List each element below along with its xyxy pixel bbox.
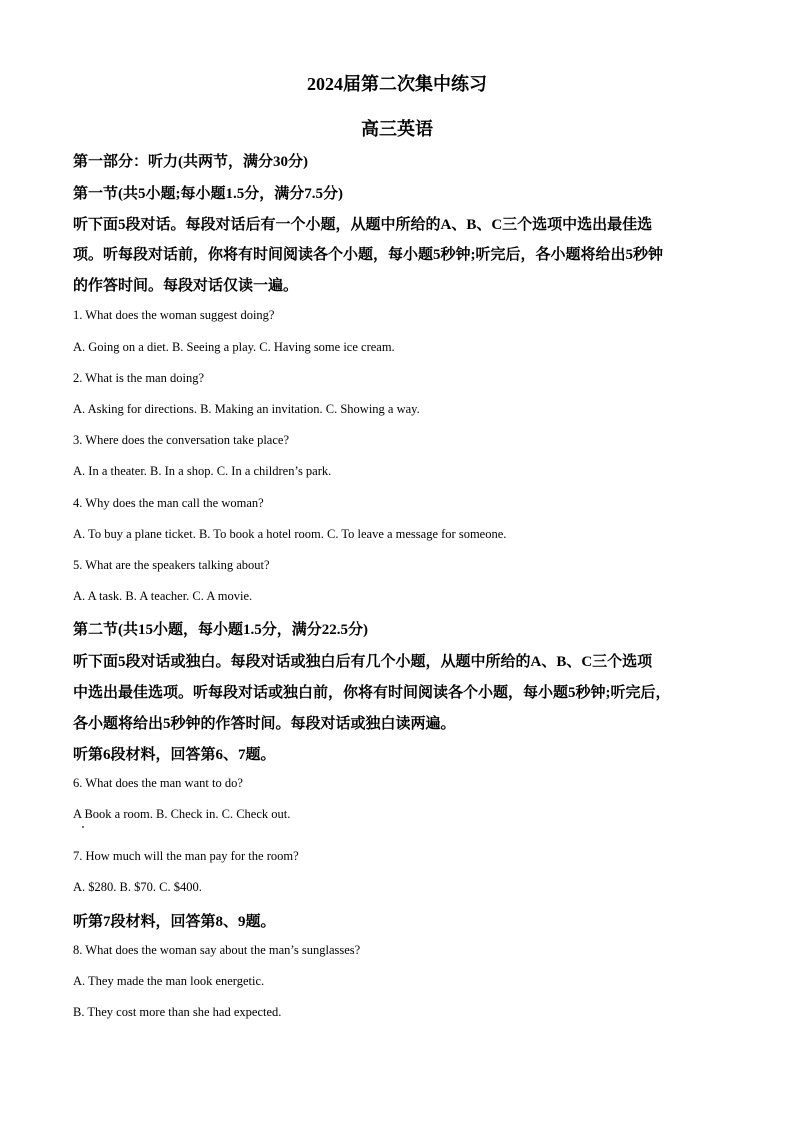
question-stem: 7. How much will the man pay for the room? [73,849,299,863]
section2-instruction-line: 听下面5段对话或独白。每段对话或独白后有几个小题，从题中所给的A、B、C三个选项 [73,654,653,670]
section1-instruction-line: 的作答时间。每段对话仅读一遍。 [73,278,299,294]
exam-title: 2024届第二次集中练习 [307,74,487,94]
question-stem: 6. What does the man want to do? [73,776,243,790]
question-options: A. They made the man look energetic. [73,974,265,988]
question-stem: 3. Where does the conversation take place? [73,433,289,447]
part1-heading: 第一部分：听力(共两节，满分30分) [73,154,308,170]
question-stem: 8. What does the woman say about the man’s sunglasses? [73,943,361,957]
question-options: B. They cost more than she had expected. [73,1005,282,1019]
section1-instruction-line: 听下面5段对话。每段对话后有一个小题，从题中所给的A、B、C三个选项中选出最佳选 [73,217,653,233]
question-options: A Book a room. B. Check in. C. Check out. [73,807,291,821]
section1-heading: 第一节(共5小题;每小题1.5分，满分7.5分) [73,186,343,202]
question-options: A. To buy a plane ticket. B. To book a hotel room. C. To leave a message for someone. [73,527,507,541]
question-options: A. Going on a diet. B. Seeing a play. C. Having some ice cream. [73,340,395,354]
question-options: A. In a theater. B. In a shop. C. In a children’s park. [73,464,332,478]
question-stem: 4. Why does the man call the woman? [73,496,264,510]
question-options: A. $280. B. $70. C. $400. [73,880,202,894]
section2-instruction-line: 中选出最佳选项。听每段对话或独白前，你将有时间阅读各个小题，每小题5秒钟;听完后， [73,685,671,701]
section1-instruction-line: 项。听每段对话前，你将有时间阅读各个小题，每小题5秒钟;听完后，各小题将给出5秒钟 [73,247,663,263]
question-options: A. Asking for directions. B. Making an invitation. C. Showing a way. [73,402,420,416]
question-stem: 1. What does the woman suggest doing? [73,308,275,322]
question-options: A. A task. B. A teacher. C. A movie. [73,589,253,603]
section2-instruction-line: 各小题将给出5秒钟的作答时间。每段对话或独白读两遍。 [73,716,456,732]
exam-subtitle: 高三英语 [361,119,433,139]
material-7-heading: 听第7段材料，回答第8、9题。 [73,914,276,930]
question-stem: 5. What are the speakers talking about? [73,558,270,572]
material-6-heading: 听第6段材料，回答第6、7题。 [73,747,276,763]
section2-heading: 第二节(共15小题，每小题1.5分，满分22.5分) [73,622,368,638]
stray-dot [82,826,84,828]
question-stem: 2. What is the man doing? [73,371,204,385]
